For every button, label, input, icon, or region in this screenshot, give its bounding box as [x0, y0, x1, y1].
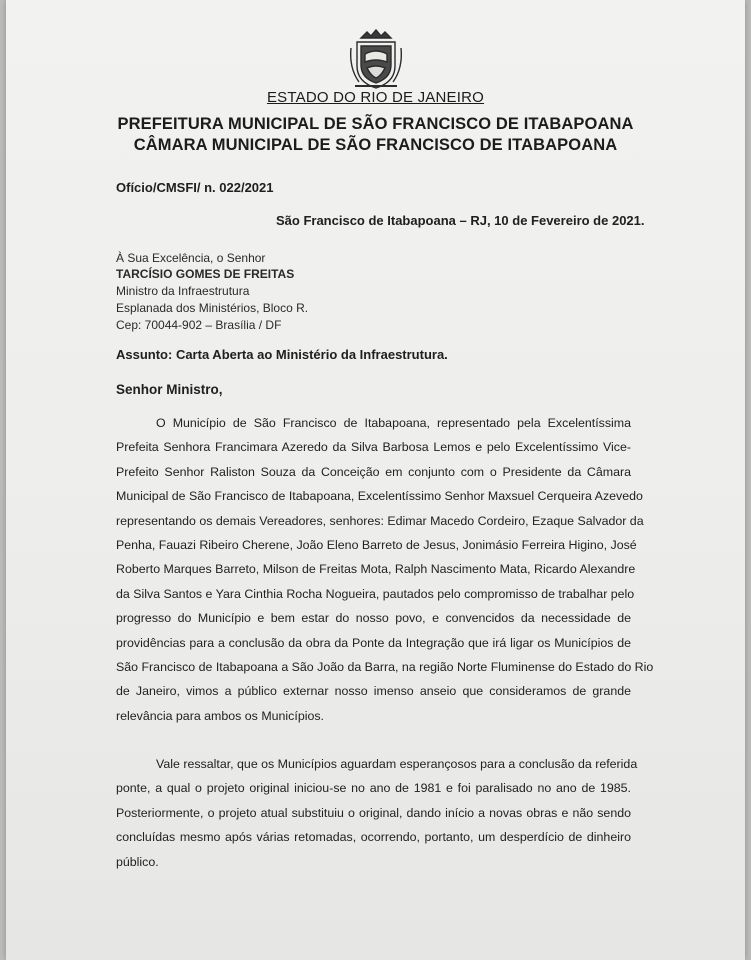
camara-heading: CÂMARA MUNICIPAL DE SÃO FRANCISCO DE ITABAPOANA [133, 136, 618, 154]
paragraph-line: da Silva Santos e Yara Cinthia Rocha Nogueira, pautados pelo compromisso de trabalhar pelo [116, 586, 635, 601]
address-line: Esplanada dos Ministérios, Bloco R. [116, 301, 309, 315]
municipal-crest-icon [347, 28, 405, 92]
paragraph-line: providências para a conclusão da obra da Ponte da Integração que irá ligar os Municípios de [116, 635, 631, 650]
body-paragraph-1 [116, 411, 654, 728]
paragraph-line: público. [116, 854, 159, 869]
paragraph-line: Prefeita Senhora Francimara Azeredo da Silva Barbosa Lemos e pelo Excelentíssimo Vice- [116, 440, 631, 455]
addressee-name: TARCÍSIO GOMES DE FREITAS [116, 267, 295, 281]
state-heading: ESTADO DO RIO DE JANEIRO [266, 89, 485, 106]
paragraph-line: Prefeito Senhor Raliston Souza da Conceição em conjunto com o Presidente da Câmara [116, 464, 631, 479]
body-paragraph-2 [116, 752, 638, 874]
paragraph-line: Municipal de São Francisco de Itabapoana, Excelentíssimo Senhor Maxsuel Cerqueira Azevedo [116, 489, 643, 504]
subject-line: Assunto: Carta Aberta ao Ministério da Infraestrutura. [116, 347, 448, 362]
paragraph-line: São Francisco de Itabapoana a São João da Barra, na região Norte Fluminense do Estado do Rio [116, 659, 654, 674]
oficio-number: Ofício/CMSFI/ n. 022/2021 [116, 180, 274, 195]
paragraph-line: de Janeiro, vimos a público externar nosso imenso anseio que consideramos de grande [116, 684, 631, 699]
place-and-date: São Francisco de Itabapoana – RJ, 10 de Fevereiro de 2021. [276, 213, 645, 228]
prefeitura-heading: PREFEITURA MUNICIPAL DE SÃO FRANCISCO DE ITABAPOANA [117, 115, 634, 133]
paragraph-line: ponte, a qual o projeto original iniciou-se no ano de 1981 e foi paralisado no ano de 1985. [116, 781, 631, 796]
paragraph-line: Posteriormente, o projeto atual substituiu o original, dando início a novas obras e não sendo [116, 805, 631, 820]
paragraph-line: progresso do Município e bem estar do nosso povo, e convencidos da necessidade de [116, 611, 631, 626]
paragraph-line: Penha, Fauazi Ribeiro Cherene, João Eleno Barreto de Jesus, Jonimásio Ferreira Higino, José [116, 537, 637, 552]
paragraph-line: relevância para ambos os Municípios. [116, 708, 324, 723]
address-line: Cep: 70044-902 – Brasília / DF [116, 318, 282, 332]
paragraph-line: concluídas mesmo após várias retomadas, ocorrendo, portanto, um desperdício de dinheiro [116, 830, 631, 845]
address-line: À Sua Excelência, o Senhor [116, 251, 266, 265]
address-line: Ministro da Infraestrutura [116, 284, 250, 298]
paragraph-line: Roberto Marques Barreto, Milson de Freitas Mota, Ralph Nascimento Mata, Ricardo Alexandre [116, 562, 636, 577]
paragraph-line: O Município de São Francisco de Itabapoana, representado pela Excelentíssima [156, 416, 631, 430]
salutation: Senhor Ministro, [116, 382, 223, 397]
paragraph-line: representando os demais Vereadores, senhores: Edimar Macedo Cordeiro, Ezaque Salvador da [116, 513, 644, 528]
paragraph-line: Vale ressaltar, que os Municípios aguardam esperançosos para a conclusão da referida [156, 757, 638, 771]
